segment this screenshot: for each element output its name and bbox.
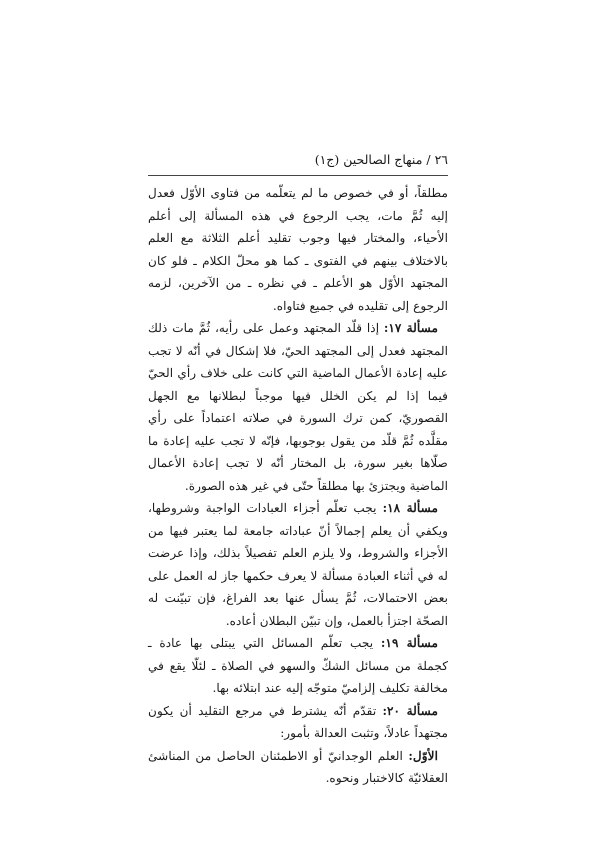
issue-label: مسألة ٢٠: (382, 703, 438, 718)
ruling-first (148, 745, 448, 790)
paragraph-text: تقدّم أنّه يشترط في مرجع التقليد أن يكون مجتهداً عادلاً، وتثبت العدالة بأمور: (148, 703, 448, 740)
body-text (148, 182, 448, 790)
paragraph-text: العلم الوجدانيّ أو الاطمئنان الحاصل من المناشئ العقلائيّة كالاختبار ونحوه. (148, 748, 448, 785)
paragraph-text: يجب تعلّم أجزاء العبادات الواجبة وشروطها، ويكفي أن يعلم إجمالاً أنّ عباداته جامعة لما يعتبر فيها من الأجزاء والشروط، ولا يلزم العلم تفصيلاً بذلك، وإذا عرضت له في أثناء العبادة مسألة لا يعرف حكمها جاز له العمل على بعض الاحتمالات، ثُمَّ يسأل عنها بعد الفراغ، فإن تبيّنت له الصحّة اجتزأ بالعمل، وإن تبيّن البطلان أعاده. (148, 501, 448, 628)
issue-19 (148, 632, 448, 700)
running-head (148, 150, 448, 170)
issue-18 (148, 497, 448, 632)
header-rule (148, 175, 448, 176)
paragraph-text: يجب تعلّم المسائل التي يبتلى بها عادة ـ كجملة من مسائل الشكّ والسهو في الصلاة ـ لئلّا يقع في مخالفة تكليف إلزاميّ متوجّه إليه عند ابتلائه بها. (148, 636, 448, 695)
paragraph-text: إذا قلّد المجتهد وعمل على رأيه، ثُمَّ مات ذلك المجتهد فعدل إلى المجتهد الحيّ، فلا إشكال في أنّه لا تجب عليه إعادة الأعمال الماضية التي كانت على خلاف رأي الحيّ فيما إذا لم يكن الخلل فيها موجباً لبطلانها مع الجهل القصوريّ، كمن ترك السورة في صلاته اعتماداً على رأي مقلَّده ثُمَّ قلّد من يقول بوجوبها، فإنّه لا تجب عليه إعادة ما صلّاها بغير سورة، بل المختار أنّه لا تجب إعادة الأعمال الماضية ويجتزئ بها مطلقاً حتّى في غير هذه الصورة. (148, 321, 448, 493)
issue-label: مسألة ١٧: (383, 321, 438, 335)
running-head-text: ٢٦ / منهاج الصالحين (ج١) (314, 152, 448, 167)
issue-label: مسألة ١٨: (382, 501, 438, 515)
issue-label: مسألة ١٩: (380, 636, 438, 650)
paragraph-continuation (148, 182, 448, 317)
ruling-label: الأوّل: (408, 748, 438, 763)
issue-17 (148, 317, 448, 497)
paragraph-text: مطلقاً، أو في خصوص ما لم يتعلّمه من فتاوى الأوّل فعدل إليه ثُمَّ مات، يجب الرجوع في هذه المسألة إلى أعلم الأحياء، والمختار فيها وجوب تقليد أعلم الثلاثة مع العلم بالاختلاف بينهم في الفتوى ـ كما هو محلّ الكلام ـ فلو كان المجتهد الأوّل هو الأعلم ـ في نظره ـ من الآخرين، لزمه الرجوع إلى تقليده في جميع فتاواه. (148, 186, 448, 313)
issue-20 (148, 700, 448, 745)
